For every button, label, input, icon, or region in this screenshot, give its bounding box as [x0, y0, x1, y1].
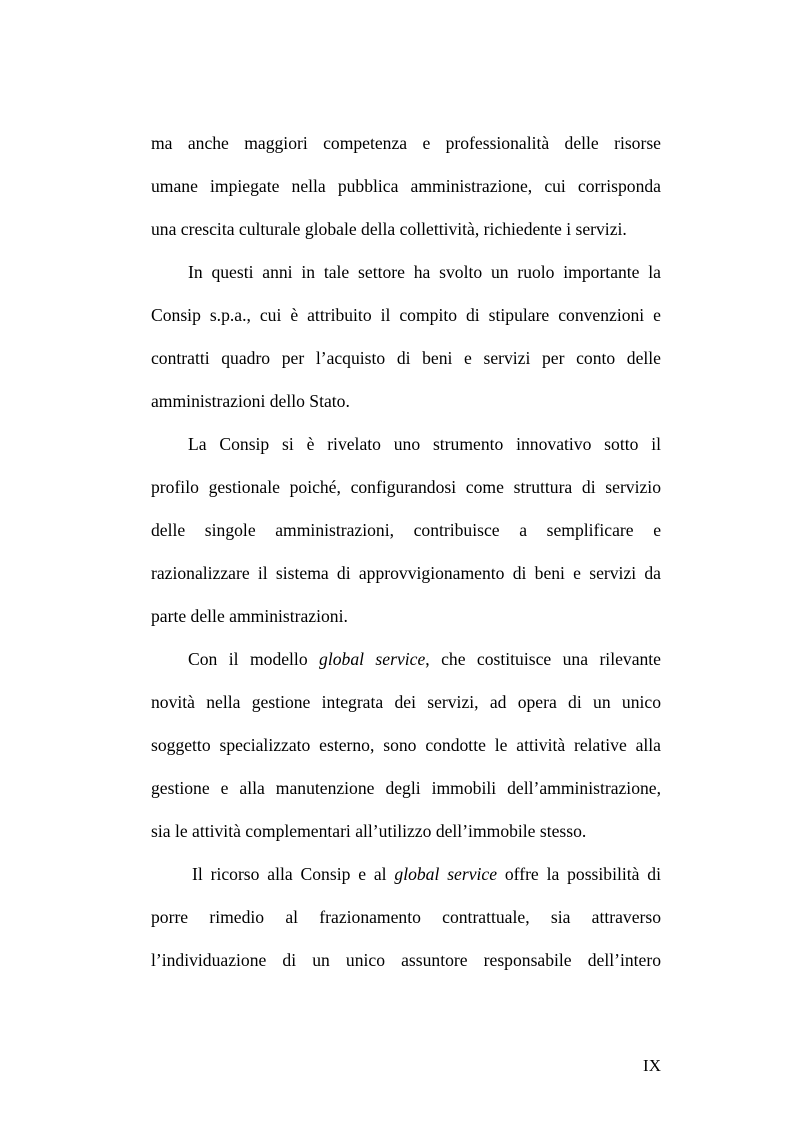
text-line: contratti quadro per l’acquisto di beni e servizi per conto delle [151, 348, 661, 368]
text-line: una crescita culturale globale della collettività, richiedente i servizi. [151, 219, 627, 239]
text-line [151, 638, 661, 681]
text-segment: , che costituisce una rilevante [425, 649, 661, 669]
body-text [151, 122, 661, 982]
text-line: profilo gestionale poiché, configurandosi come struttura di servizio [151, 477, 661, 497]
text-line: umane impiegate nella pubblica amministrazione, cui corrisponda [151, 176, 661, 196]
text-segment: Il ricorso alla Consip e al [192, 864, 395, 884]
text-line: sia le attività complementari all’utilizzo dell’immobile stesso. [151, 821, 587, 841]
text-line: soggetto specializzato esterno, sono condotte le attività relative alla [151, 735, 661, 755]
text-segment: Con il modello [188, 649, 320, 669]
text-line: parte delle amministrazioni. [151, 606, 348, 626]
text-line: ma anche maggiori competenza e professionalità delle risorse [151, 133, 661, 153]
text-line: amministrazioni dello Stato. [151, 391, 350, 411]
text-line: l’individuazione di un unico assuntore responsabile dell’intero [151, 950, 661, 970]
text-line: In questi anni in tale settore ha svolto un ruolo importante la [188, 262, 661, 282]
text-line: delle singole amministrazioni, contribuisce a semplificare e [151, 520, 661, 540]
text-line [151, 853, 661, 896]
text-line: razionalizzare il sistema di approvvigionamento di beni e servizi da [151, 563, 661, 583]
text-line: porre rimedio al frazionamento contrattuale, sia attraverso [151, 907, 661, 927]
text-line: novità nella gestione integrata dei servizi, ad opera di un unico [151, 692, 661, 712]
text-line: Consip s.p.a., cui è attribuito il compito di stipulare convenzioni e [151, 305, 661, 325]
page-number: IX [643, 1056, 661, 1075]
italic-term: global service [394, 864, 498, 884]
text-segment: offre la possibilità di [497, 864, 661, 884]
text-line: La Consip si è rivelato uno strumento innovativo sotto il [188, 434, 661, 454]
text-line: gestione e alla manutenzione degli immobili dell’amministrazione, [151, 778, 661, 798]
italic-term: global service [319, 649, 426, 669]
